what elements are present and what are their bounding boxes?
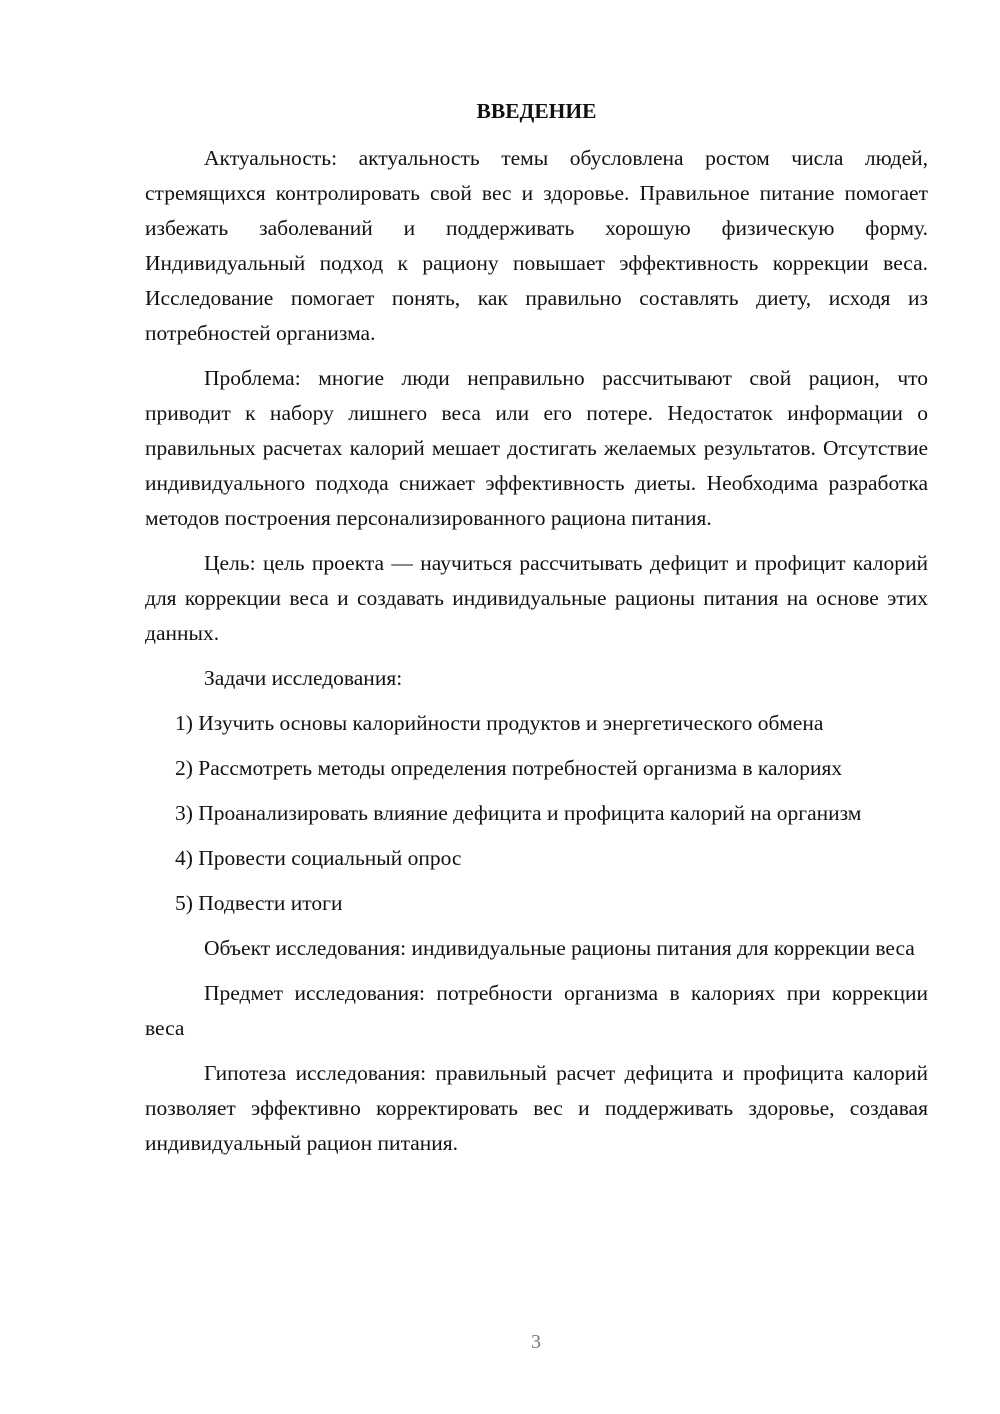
object-paragraph: Объект исследования: индивидуальные рационы питания для коррекции веса	[204, 936, 915, 960]
task-item: 2) Рассмотреть методы определения потребностей организма в калориях	[175, 756, 843, 780]
task-item: 1) Изучить основы калорийности продуктов и энергетического обмена	[175, 711, 824, 735]
document-page	[145, 94, 928, 1171]
task-item: 5) Подвести итоги	[175, 891, 343, 915]
goal-paragraph: Цель: цель проекта — научиться рассчитывать дефицит и профицит калорий для коррекции веса и создавать индивидуальные рационы питания на основе этих данных.	[145, 551, 928, 645]
page-number: 3	[531, 1331, 541, 1353]
tasks-heading: Задачи исследования:	[204, 666, 403, 690]
relevance-paragraph: Актуальность: актуальность темы обусловлена ростом числа людей, стремящихся контролировать свой вес и здоровье. Правильное питание помогает избежать заболеваний и поддерживать хорошую физическую форму. Индивидуальный подход к рациону повышает эффективность коррекции веса. Исследование помогает понять, как правильно составлять диету, исходя из потребностей организма.	[145, 146, 928, 345]
task-item: 3) Проанализировать влияние дефицита и профицита калорий на организм	[175, 801, 862, 825]
section-title: ВВЕДЕНИЕ	[476, 99, 597, 123]
problem-paragraph: Проблема: многие люди неправильно рассчитывают свой рацион, что приводит к набору лишнего веса или его потере. Недостаток информации о правильных расчетах калорий мешает достигать желаемых результатов. Отсутствие индивидуального подхода снижает эффективность диеты. Необходима разработка методов построения персонализированного рациона питания.	[145, 366, 928, 530]
task-item: 4) Провести социальный опрос	[175, 846, 462, 870]
hypothesis-paragraph: Гипотеза исследования: правильный расчет дефицита и профицита калорий позволяет эффективно корректировать вес и поддерживать здоровье, создавая индивидуальный рацион питания.	[145, 1061, 928, 1155]
subject-paragraph: Предмет исследования: потребности организма в калориях при коррекции веса	[145, 981, 928, 1040]
